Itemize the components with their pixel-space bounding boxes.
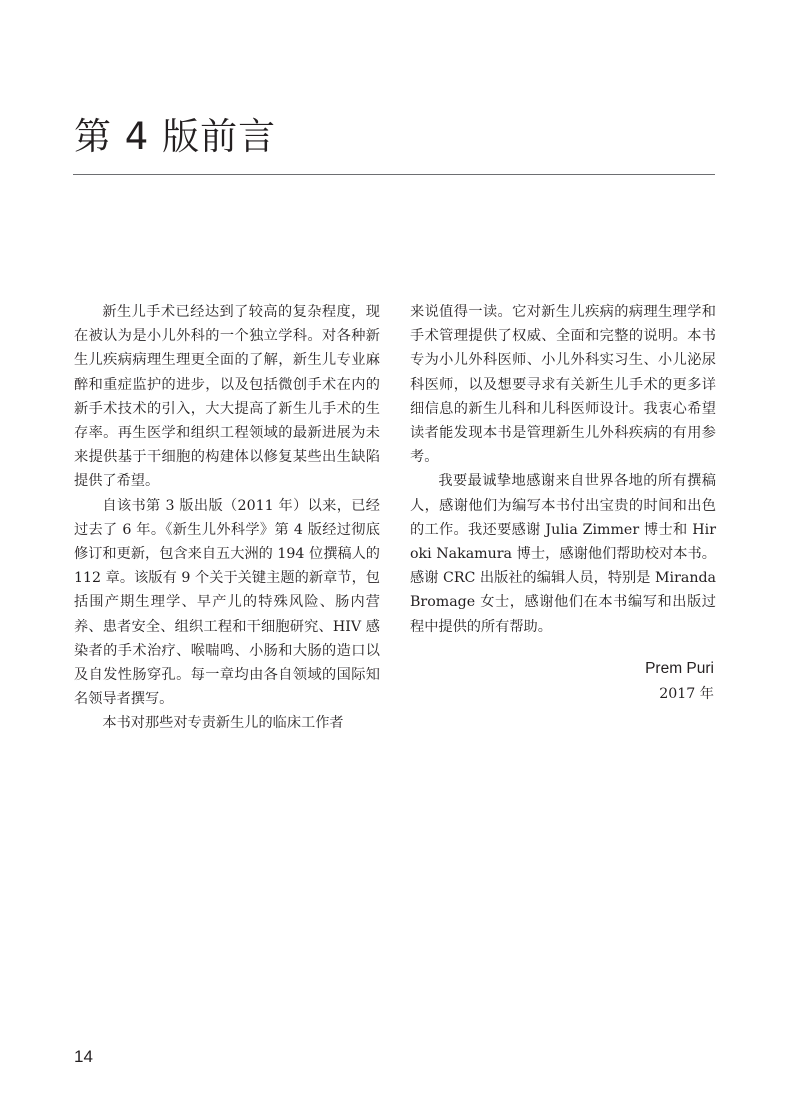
paragraph-3-continued: 来说值得一读。它对新生儿疾病的病理生理学和手术管理提供了权威、全面和完整的说明。本书专为小儿外科医师、小儿外科实习生、小儿泌尿科医师，以及想要寻求有关新生儿手术的更多详细信息的新生儿科和儿科医师设计。我衷心希望读者能发现本书是管理新生儿外科疾病的有用参考。 bbox=[410, 304, 716, 466]
author-signature: Prem Puri bbox=[645, 660, 714, 677]
text-column-left bbox=[74, 300, 380, 736]
chapter-title: 第 4 版前言 bbox=[74, 115, 277, 158]
paragraph-1: 新生儿手术已经达到了较高的复杂程度，现在被认为是小儿外科的一个独立学科。对各种新生儿疾病病理生理更全面的了解，新生儿专业麻醉和重症监护的进步，以及包括微创手术在内的新手术技术的引入，大大提高了新生儿手术的生存率。再生医学和组织工程领域的最新进展为未来提供基于干细胞的构建体以修复某些出生缺陷提供了希望。 bbox=[74, 304, 380, 490]
paragraph-3-start: 本书对那些对专责新生儿的临床工作者 bbox=[102, 715, 344, 732]
page-number: 14 bbox=[74, 1047, 93, 1066]
title-divider bbox=[73, 174, 715, 175]
paragraph-2: 自该书第 3 版出版（2011 年）以来，已经过去了 6 年。《新生儿外科学》第 4 版经过彻底修订和更新，包含来自五大洲的 194 位撰稿人的 112 章。该版有 9 个关于关键主题的新章节，包括围产期生理学、早产儿的特殊风险、肠内营养、患者安全、组织工程和干细胞研究、HIV 感染者的手术治疗、喉喘鸣、小肠和大肠的造口以及自发性肠穿孔。每一章均由各自领域的国际知名领导者撰写。 bbox=[74, 497, 380, 708]
signature-year: 2017 年 bbox=[659, 686, 714, 702]
text-column-right bbox=[410, 300, 716, 639]
paragraph-4: 我要最诚挚地感谢来自世界各地的所有撰稿人，感谢他们为编写本书付出宝贵的时间和出色的工作。我还要感谢 Julia Zimmer 博士和 Hiroki Nakamura 博士，感谢他们帮助校对本书。感谢 CRC 出版社的编辑人员，特别是 Miranda Bromage 女士，感谢他们在本书编写和出版过程中提供的所有帮助。 bbox=[410, 473, 716, 635]
